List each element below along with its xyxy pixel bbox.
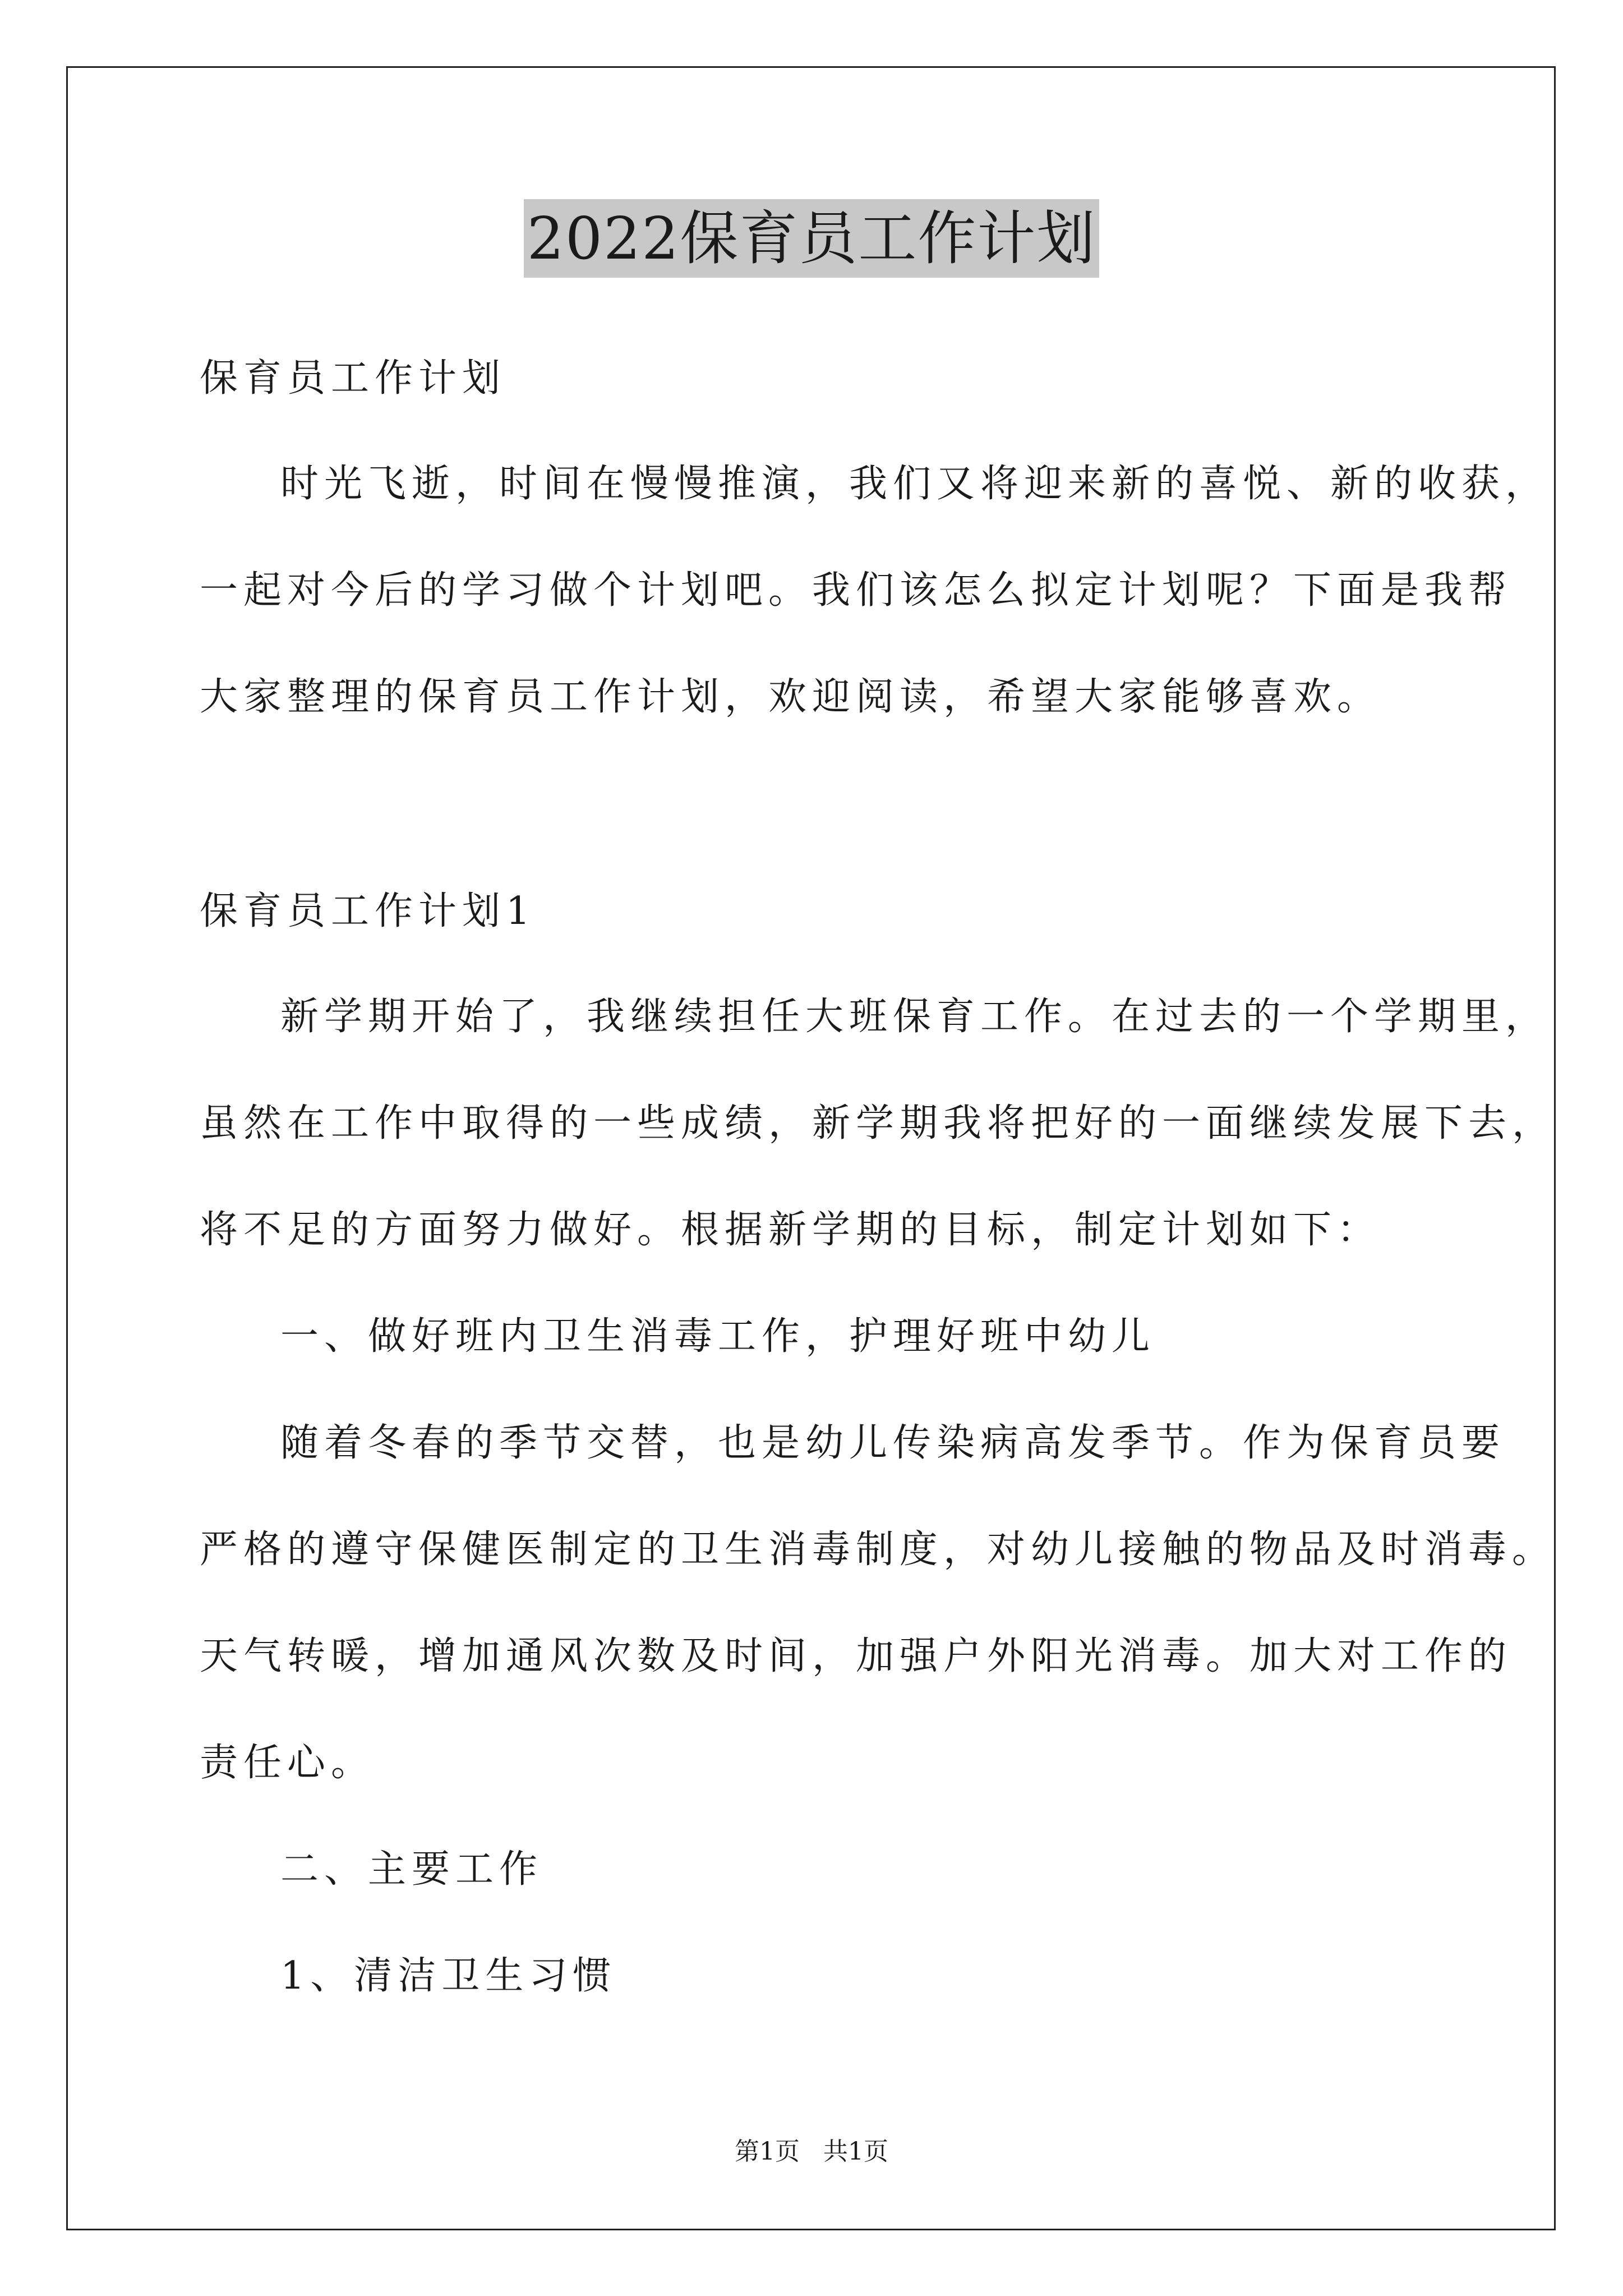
section-para2-line-4: 责任心。 [200,1741,375,1785]
title-wrap [0,199,1623,278]
intro-line-2: 一起对今后的学习做个计划吧。我们该怎么拟定计划呢？下面是我帮 [200,568,1513,613]
section-para1-line-2: 虽然在工作中取得的一些成绩，新学期我将把好的一面继续发展下去， [200,1101,1556,1145]
document-subtitle: 保育员工作计划 [200,356,506,401]
section-para1-line-1: 新学期开始了，我继续担任大班保育工作。在过去的一个学期里， [280,995,1550,1039]
section-title: 保育员工作计划1 [200,889,536,933]
page-footer: 第1页 共1页 [735,2137,888,2166]
section-para2-line-1: 随着冬春的季节交替，也是幼儿传染病高发季节。作为保育员要 [280,1421,1506,1465]
section-para2-line-3: 天气转暖，增加通风次数及时间，加强户外阳光消毒。加大对工作的 [200,1634,1513,1678]
heading-2: 二、主要工作 [280,1847,543,1892]
heading-3: 1、清洁卫生习惯 [280,1954,617,1998]
document-title: 2022保育员工作计划 [524,199,1100,278]
intro-line-1: 时光飞逝，时间在慢慢推演，我们又将迎来新的喜悦、新的收获， [280,462,1550,506]
section-para1-line-3: 将不足的方面努力做好。根据新学期的目标，制定计划如下： [200,1208,1381,1252]
heading-1: 一、做好班内卫生消毒工作，护理好班中幼儿 [280,1314,1156,1359]
section-para2-line-2: 严格的遵守保健医制定的卫生消毒制度，对幼儿接触的物品及时消毒。 [200,1527,1556,1572]
intro-line-3: 大家整理的保育员工作计划，欢迎阅读，希望大家能够喜欢。 [200,675,1381,719]
